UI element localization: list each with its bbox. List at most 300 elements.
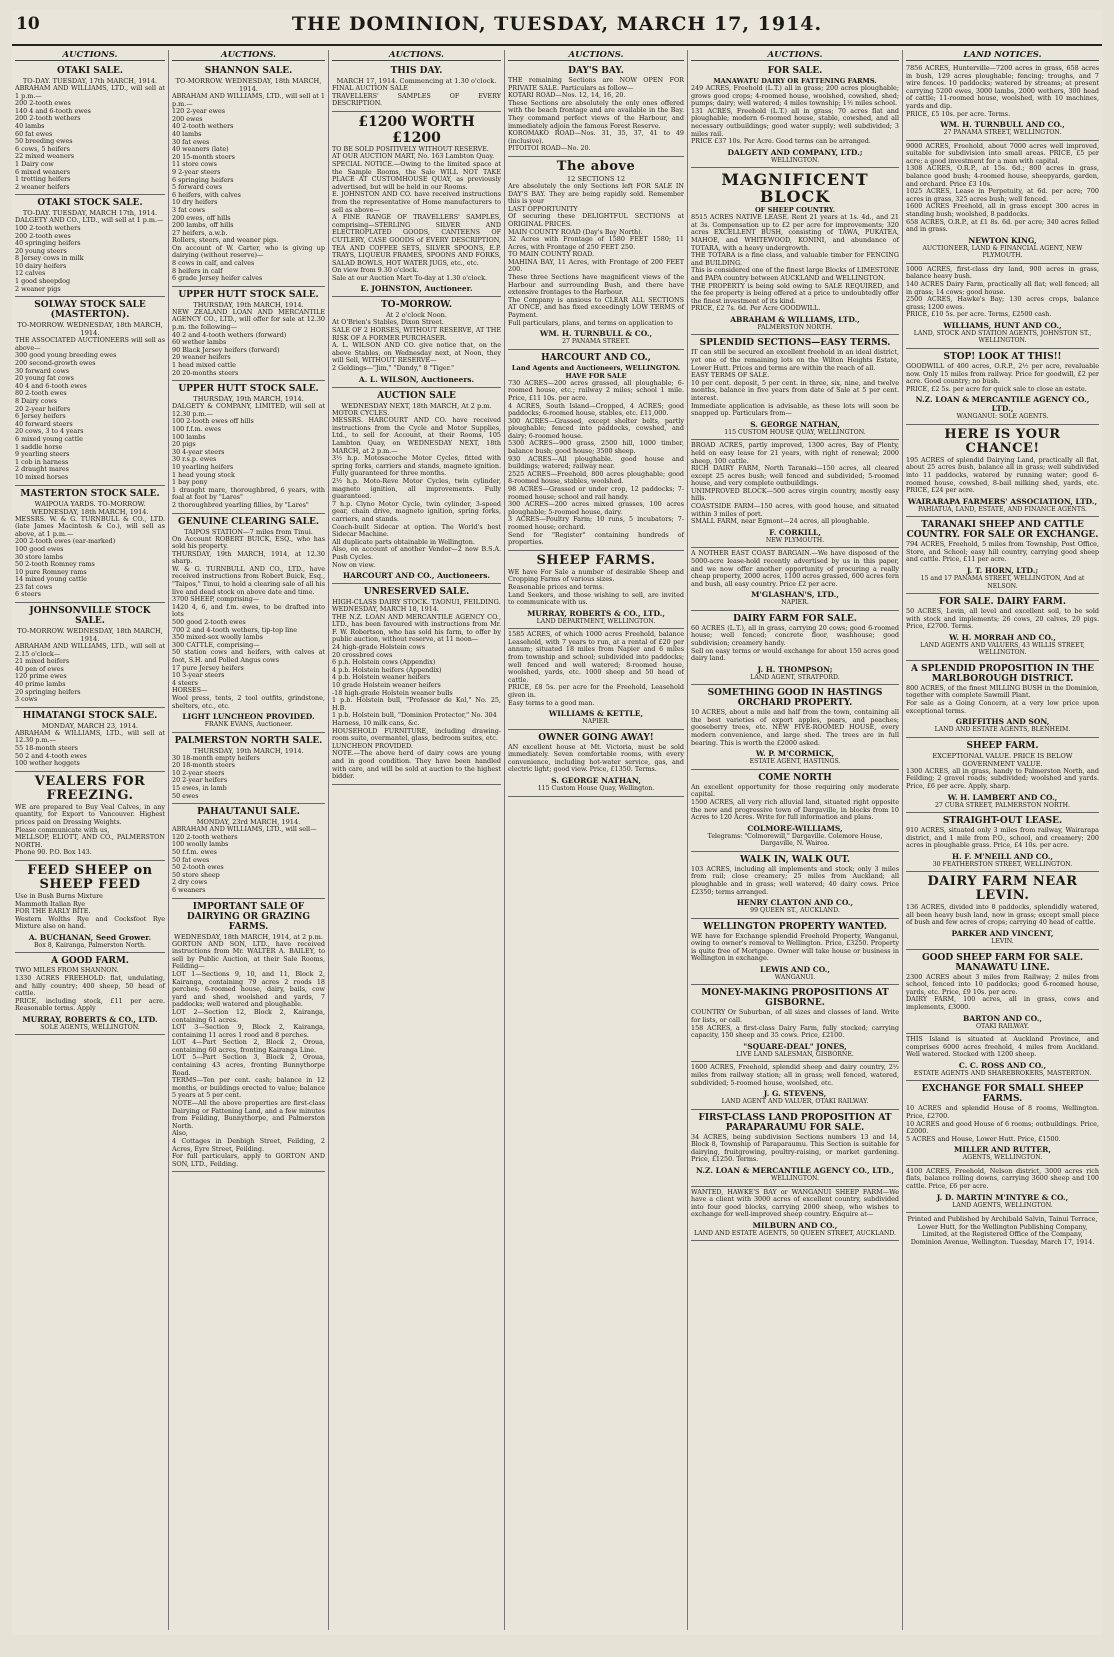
ad-line: 730 ACRES—200 acres grassed, all ploughable; 6-roomed house, etc.; railway 2 miles; school 1 mile. Price, £11 10s. per acre. xyxy=(508,378,684,402)
advertisement xyxy=(691,440,899,548)
ad-address: 27 PANAMA STREET. xyxy=(562,338,630,346)
ad-line: 20 18-month steers xyxy=(172,761,235,770)
ad-line: MESSRS. W. & G. TURNBULL & CO., LTD. (late James Macintosh & Co.), will sell as above, at 1 p.m.— xyxy=(15,514,165,538)
ad-line: 90 Black Jersey heifers (forward) xyxy=(172,345,280,354)
ad-signature: N.Z. LOAN & MERCANTILE AGENCY CO., LTD., xyxy=(915,395,1090,414)
ad-line: 1600 ACRES Freehold, all in grass except 300 acres in standing bush; woolshed, 8 paddocks. xyxy=(906,202,1099,218)
ad-line: DALGETY & COMPANY, LIMITED, will sell at 12.30 p.m.— xyxy=(172,402,325,418)
ad-line: 6 cows, 5 heifers xyxy=(15,144,70,153)
ad-line: W. & G. TURNBULL AND CO., LTD., have received instructions from Robert Buick, Esq., "Taipos," Tinui, to hold a clearing sale of all his live and dead stock on above date and time. xyxy=(172,564,325,596)
ad-heading: UPPER HUTT STOCK SALE. xyxy=(178,289,319,300)
ad-line: 23 fat cows xyxy=(15,582,53,591)
ad-line: 1300 ACRES, all in grass, handy to Palmerston North, and Feilding; 2 gravel roads; subdivided; woolshed and yards. Price, £6 per acre. Apply, sharp. xyxy=(906,766,1099,790)
ad-heading: GENUINE CLEARING SALE. xyxy=(178,516,319,527)
ad-date: EXCEPTIONAL VALUE. PRICE IS BELOW GOVERNMENT VALUE. xyxy=(932,751,1073,768)
ad-line: 10 3-year steers xyxy=(172,671,225,680)
ad-date: MONDAY, 23rd MARCH, 1914. xyxy=(196,818,301,827)
ad-line: 30 18-month empty heifers xyxy=(172,753,260,762)
ad-line: 140 ACRES Dairy Farm, practically all flat; well fenced; all in grass; 14 cows; good house. xyxy=(906,279,1099,296)
ad-line: Full particulars, plans, and terms on application to xyxy=(508,318,673,327)
ad-line: 30 r.s.p. ewes xyxy=(172,455,217,464)
column-heading: AUCTIONS. xyxy=(691,50,899,61)
ad-line: 50 fat ewes xyxy=(172,855,210,864)
ad-line: These Sections are absolutely the only ones offered with the beach frontage and are available in the Bay. They command perfect views of the Harbour, and immediately adjoin the famous Forest Reserve. xyxy=(508,98,684,130)
ad-signature: J. G. STEVENS, xyxy=(763,1089,827,1099)
ad-address: LEVIN. xyxy=(991,938,1014,946)
advertisement xyxy=(906,738,1099,813)
ad-line: All duplicate parts obtainable in Wellington. xyxy=(332,537,475,546)
ad-address: WANGANUI. xyxy=(774,973,816,981)
ad-heading: STOP! LOOK AT THIS!! xyxy=(943,351,1062,362)
ad-line: TERMS—Ten per cent. cash; balance in 12 months, or buildings erected to value; balance 5 years at 5 per cent. xyxy=(172,1076,325,1100)
ad-signature: S. GEORGE NATHAN, xyxy=(750,419,840,429)
ad-subheading: Land Agents and Auctioneers, WELLINGTON. HAVE FOR SALE xyxy=(511,363,681,380)
column-6 xyxy=(903,50,1102,1630)
ad-line: NOTE.—The above herd of dairy cows are young and in good condition. They have been handled with care, and will be sold at auction to the highest bidder. xyxy=(332,749,501,781)
ad-line: ABRAHAM AND WILLIAMS, LTD., will sell— xyxy=(172,825,317,834)
ad-line: 2½ h.p. Moto-Reve Motor Cycles, twin cylinder, magneto ignition, all improvements. Fully guaranteed. xyxy=(332,476,501,501)
ad-signature: LEWIS AND CO., xyxy=(759,964,831,974)
ad-line: 1025 ACRES, Lease in Perpetuity, at 6d. per acre; 700 acres in grass, 325 acres bush; well fenced. xyxy=(906,187,1099,203)
ad-subheading: OF SHEEP COUNTRY. xyxy=(754,206,836,215)
ad-line: Please communicate with us, xyxy=(15,825,110,834)
ad-line: KOROMAKO ROAD—Nos. 31, 35, 37, 41 to 49 (inclusive). xyxy=(508,129,684,145)
ad-signature: C. C. ROSS AND CO., xyxy=(958,1060,1047,1070)
ad-heading: GOOD SHEEP FARM FOR SALE. MANAWATU LINE. xyxy=(922,952,1083,973)
ad-signature: WAIRARAPA FARMERS' ASSOCIATION, LTD., xyxy=(907,496,1098,506)
ad-address: LAND, STOCK AND STATION AGENTS, JOHNSTON ST., WELLINGTON. xyxy=(913,329,1092,345)
ad-signature: S. GEORGE NATHAN, xyxy=(551,776,641,786)
ad-line: SMALL FARM, near Egmont—24 acres, all ploughable. xyxy=(691,517,870,526)
ad-heading: MAGNIFICENT BLOCK xyxy=(721,170,869,207)
ad-line: NOTE—All the above properties are first-class Dairying or Fattening Land, and a few minutes from Feilding, Bunnythorpe, and Palmerston North. xyxy=(172,1099,325,1130)
ad-line: 200 ewes, off hills xyxy=(172,213,231,222)
ad-heading: WELLINGTON PROPERTY WANTED. xyxy=(703,921,887,932)
ad-line: For sale as a Going Concern, at a very low price upon exceptional terms. xyxy=(906,699,1099,715)
ad-line: This is considered one of the finest large Blocks of LIMESTONE and PAPA country between AUCKLAND and WELLINGTON. xyxy=(691,266,899,282)
advertisement xyxy=(906,425,1099,517)
ad-signature: MILLER AND RUTTER, xyxy=(954,1145,1051,1155)
ad-address: 30 FEATHERSTON STREET, WELLINGTON. xyxy=(932,860,1073,868)
ad-signature: A. L. WILSON, Auctioneers. xyxy=(358,374,475,384)
ad-price-banner: £1200 WORTH £1200 xyxy=(358,113,475,146)
ad-line: 50 2-tooth Romney rams xyxy=(15,560,95,569)
ad-date: TO-MORROW. WEDNESDAY, 18th MARCH, 1914. xyxy=(175,77,322,93)
advertisement xyxy=(172,804,325,898)
ad-line: 50 f.f.m. ewes xyxy=(172,848,217,856)
ad-line: GORTON AND SON, LTD., have received instructions from Mr. WALTER A. BAILEY, to sell by Public Auction, at their Sale Rooms, Feilding— xyxy=(172,939,325,971)
ad-address: FRANK EVANS, Auctioneer. xyxy=(204,721,293,729)
ad-heading: THIS DAY. xyxy=(390,66,443,76)
ad-date: TO-DAY. TUESDAY, 17th MARCH, 1914. xyxy=(22,77,158,85)
ad-line: 8 cows in calf, and calves xyxy=(172,259,255,268)
ad-signature: WILLIAMS, HUNT AND CO., xyxy=(943,320,1062,330)
ad-heading: STRAIGHT-OUT LEASE. xyxy=(942,816,1063,826)
ad-line: 24 high-grade Holstein cows xyxy=(332,643,426,652)
ad-line: RICH DAIRY FARM, North Taranaki—150 acres, all cleared except 25 acres bush; well fenced and subdivided; 5-roomed house, and very complete outbuildings. xyxy=(691,464,899,488)
ad-line: On Account ROBERT BUICK, ESQ., who has sold his property. xyxy=(172,534,325,551)
ad-date: TO-DAY. TUESDAY, MARCH 17th, 1914. xyxy=(22,209,158,218)
ad-line: 8 Jersey cows in milk xyxy=(15,254,84,263)
ad-line: 120 2-tooth wethers xyxy=(172,832,238,841)
ad-signature: H. F. M'NEILL AND CO., xyxy=(951,851,1053,861)
ad-address: NAPIER. xyxy=(582,718,610,726)
ad-line: 10 yearling heifers xyxy=(172,462,234,471)
advertisement xyxy=(906,1166,1099,1213)
ad-line: Immediate application is advisable, as these lots will soon be snapped up. Particulars from— xyxy=(691,401,899,418)
ad-line: A. L. WILSON AND CO. give notice that, on the above Stables, on Wednesday next, at Noon, they will Sell, WITHOUT RESERVE— xyxy=(332,341,501,365)
ad-line: MAIN COUNTY ROAD (Day's Bay North). xyxy=(508,227,643,236)
ad-line: 4 ACRES, South Island—Cropped, 4 ACRES; good paddocks; 6-roomed house, stables, etc. £11,000. xyxy=(508,401,684,418)
ad-line: 2525 ACRES—Freehold, 800 acres ploughable; good 8-roomed house, stables, woolshed. xyxy=(508,469,684,486)
ad-line: 658 ACRES, O.R.P., at £1 8s. 6d. per acre; 340 acres felled and in grass. xyxy=(906,217,1099,234)
ad-line: 3 cows xyxy=(15,695,38,704)
ad-heading: MONEY-MAKING PROPOSITIONS AT GISBORNE. xyxy=(701,988,889,1009)
ad-line: 1 p.b. Holstein bull, "Dominion Protector," No. 304 xyxy=(332,711,497,720)
ad-address: Telegrams: "Colmorewill," Dargaville. Colemore House, Dargaville, N. Wairoa. xyxy=(707,832,883,848)
column-1 xyxy=(12,50,169,1630)
ad-line: 120 prime ewes xyxy=(15,672,67,681)
ad-line: 120 2-year ewes xyxy=(172,107,226,116)
ad-line: A NOTHER EAST COAST BARGAIN.—We have disposed of the 5000-acre lease-hold recently advertised by us in this paper, and we now offer another opportunity of procuring a really cheap property, 2000 acres, 1100 acres grassed, 600 acres fern and bush, all easy country. Price £2 per acre. xyxy=(691,549,899,588)
column-5 xyxy=(688,50,903,1630)
ad-line: 4 p.b. Holstein heifers (Appendix) xyxy=(332,665,442,674)
ad-signature: F. CORKILL, xyxy=(769,527,821,537)
ad-address: PALMERSTON NORTH. xyxy=(757,323,833,331)
ad-line: 40 pen of ewes xyxy=(15,664,64,673)
advertisement xyxy=(691,335,899,440)
ad-line: 1 Dairy cow xyxy=(15,159,54,168)
ad-line: 910 ACRES, situated only 3 miles from railway, Wairarapa district, and 1 mile from P.O., school, and creamery; 200 acres in ploughable grass. Price, £4 10s. per acre. xyxy=(906,826,1099,850)
ad-address: ESTATE AGENT, HASTINGS. xyxy=(749,758,841,766)
ad-line: 1 bay pony xyxy=(172,478,208,487)
ad-heading: OTAKI SALE. xyxy=(57,66,123,76)
ad-line: 100 f.f.m. ewes xyxy=(172,424,222,433)
ad-line: Easy terms to a good man. xyxy=(508,698,595,707)
ad-line: 98 ACRES—Grassed or under crop, 12 paddocks; 7-roomed house; school and rail handy. xyxy=(508,485,684,501)
ad-line: WE have for Exchange splendid Freehold Property, Wanganui, owing to owner's removal to Wellington. Price, £3250. Property is quite free of Mortgage. Owner will take house or business in Wellington in exchange. xyxy=(691,931,899,963)
ad-line: Also, xyxy=(172,1129,188,1138)
ad-date: TAIPOS STATION—7 miles from Tinui. xyxy=(184,527,313,536)
ad-address: LAND AND ESTATE AGENTS, 50 QUEEN STREET, AUCKLAND. xyxy=(694,1229,896,1237)
advertisement xyxy=(508,551,684,629)
ad-line: 794 ACRES, Freehold, 5 miles from Township, Post Office, Store, and School; easy hill country, carrying good sheep and cattle. Price, £11 per acre. xyxy=(906,540,1099,564)
ad-line: AN excellent house at Mt. Victoria, must be sold immediately. Seven comfortable rooms, with every convenience, including hot-water service, gas, and electric light; good view. Price, £1350. Terms. xyxy=(508,742,684,774)
ad-date: HIGH-CLASS DAIRY STOCK. TAONUI, FEILDING. xyxy=(332,598,501,607)
ad-heading: WALK IN, WALK OUT. xyxy=(739,854,851,865)
ad-date: 12 SECTIONS 12 xyxy=(566,174,626,183)
advertisement xyxy=(508,730,684,797)
ad-line: LOT 1—Sections 9, 10, and 11, Block 2, Kairanga, containing 79 acres 2 roods 18 perches; 6-roomed house, dairy, bails, cow yard and shed, woolshed and yards, 7 paddocks; well watered and ploughable. xyxy=(172,969,325,1009)
ad-line: PRICE, £8 5s. per acre for the Freehold, Leasehold given in. xyxy=(508,683,684,699)
ad-line: 2 draught mares xyxy=(15,465,69,474)
ad-line: 32 Acres with Frontage of 1580 FEET 1580; 11 Acres, with Frontage of 250 FEET 250. xyxy=(508,235,684,251)
column-heading: AUCTIONS. xyxy=(15,50,165,61)
ad-line: 3700 SHEEP, comprising— xyxy=(172,595,260,604)
ad-line: 7 h.p. Clyno Motor Cycle, twin cylinder, 3-speed gear, chain drive, magneto ignition, spring forks, carriers, and stands. xyxy=(332,499,501,523)
column-2 xyxy=(169,50,329,1630)
ad-address: OTAKI RAILWAY. xyxy=(975,1022,1030,1030)
ad-line: Use in Bush Burns Mixture xyxy=(15,891,103,900)
ad-address: ESTATE AGENTS AND SHAREBROKERS, MASTERTON. xyxy=(913,1069,1092,1077)
ad-line: On account of W. Carter, who is giving up dairying (without reserve)— xyxy=(172,243,325,260)
ad-line: 6 heifers, with calves xyxy=(172,190,241,199)
ad-line: LUNCHEON PROVIDED. xyxy=(332,741,413,750)
ad-line: 1 p.b. Holstein bull, "Professor de Kol," No. 25, H.B. xyxy=(332,696,501,712)
ad-line: 300 CATTLE, comprising— xyxy=(172,640,260,649)
ad-line: At O'Brien's Stables, Dixon Street. xyxy=(332,318,444,327)
ad-line: NEW ZEALAND LOAN AND MERCANTILE AGENCY CO., LTD., will offer for sale at 12.30 p.m. the following— xyxy=(172,307,325,332)
ad-line: 2 weaner heifers xyxy=(15,182,70,191)
ad-line: MELLSOP, ELIOTT, AND CO., PALMERSTON NORTH. xyxy=(15,833,165,849)
ad-heading: SPLENDID SECTIONS—EASY TERMS. xyxy=(699,338,891,349)
ad-line: 10 ACRES, about a mile and half from the town, containing all the best varieties of export apples, pears, and peaches; gooseberry trees, etc. NEW FIVE-ROOMED HOUSE, every modern convenience, and large shed. The trees are in full bearing. This is worth the £2000 asked. xyxy=(691,708,899,747)
ad-heading: HARCOURT AND CO., xyxy=(541,352,651,363)
ad-line: 4100 ACRES, Freehold, Nelson district, 3000 acres rich flats, balance rolling downs, carrying 3600 sheep and 100 cattle. Price, £6 per acre. xyxy=(906,1166,1099,1190)
ad-line: 20 young steers xyxy=(15,246,67,255)
ad-line: Send for "Register" containing hundreds of properties. xyxy=(508,530,684,547)
ad-line: Coach-built Sidecar at option. The World's best Sidecar Machine. xyxy=(332,522,501,539)
ad-line: THE TOTARA is a fine class, and valuable timber for FENCING and BUILDING. xyxy=(691,251,899,267)
ad-heading: HERE IS YOUR CHANCE! xyxy=(944,426,1061,456)
ad-heading: OTAKI STOCK SALE. xyxy=(37,198,143,209)
ad-heading: FIRST-CLASS LAND PROPOSITION AT PARAPARAUMU FOR SALE. xyxy=(698,1112,892,1133)
ad-line: 30 fat ewes xyxy=(172,137,210,146)
ad-line: PRICE, £10 5s. per acre. Terms, £2500 cash. xyxy=(906,310,1052,319)
advertisement xyxy=(906,1034,1099,1081)
ad-line: 1 head young stock xyxy=(172,470,235,479)
advertisement xyxy=(172,899,325,1173)
ad-signature: MURRAY, ROBERTS & CO., LTD. xyxy=(22,1014,158,1024)
ad-line: 20 springing heifers xyxy=(15,687,81,696)
ad-line: 1 trotting heifers xyxy=(15,175,71,184)
ad-line: SPECIAL NOTICE.—Owing to the limited space at the Sample Rooms, the Sale WILL NOT TAKE PLACE AT CUSTOMHOUSE QUAY, as previously advertised, but will be held in our Rooms. xyxy=(332,159,501,191)
ad-line: WEDNESDAY, MARCH 18, 1914. xyxy=(332,605,439,614)
ad-signature: W. H. MORRAH AND CO., xyxy=(949,632,1056,642)
ad-signature: DALGETY AND COMPANY, LTD.; xyxy=(727,147,863,157)
ad-line: THE N.Z. LOAN AND MERCANTILE AGENCY CO., LTD., has been favoured with instructions from Mr. F. W. Robertson, who has sold his farm, to offer by public auction, without reserve, at 11 noon— xyxy=(332,612,501,644)
ad-line: THE remaining Sections are NOW OPEN FOR PRIVATE SALE. Particulars as follow— xyxy=(508,76,684,92)
ad-heading: MASTERTON STOCK SALE. xyxy=(20,488,160,499)
column-heading: AUCTIONS. xyxy=(172,50,325,61)
ad-line: 131 ACRES, Freehold (L.T.) all in grass; 70 acres flat and ploughable; modern 6-roomed house, stable, cowshed, and all necessary outbuildings; good water supply; well subdivided; 3 miles rail. xyxy=(691,106,899,138)
ad-line: 4 steers xyxy=(172,678,198,687)
ad-line: 10 2-year steers xyxy=(172,768,225,777)
ad-signature: MURRAY, ROBERTS & CO., LTD., xyxy=(527,608,665,618)
ad-line: 22 mixed weaners xyxy=(15,152,75,161)
ad-line: Reasonable prices and terms. xyxy=(508,582,605,591)
advertisement xyxy=(15,861,165,953)
ad-line: ABRAHAM AND WILLIAMS, LTD., will sell at 2.15 o'clock— xyxy=(15,642,165,658)
ad-line: 7856 ACRES, Hunterville—7200 acres in grass, 658 acres in bush, 129 acres ploughable; fencing; troughs, and 7 wire fences. 10 paddocks; watered by streams; at present carrying 5200 ewes, 3000 lambs, 2000 wethers, 300 head of cattle; 11-roomed house, woolshed, with 10 machines, yards and dip. xyxy=(906,64,1099,110)
ad-line: 6 steers xyxy=(15,590,41,599)
ad-line: 55 18-month steers xyxy=(15,744,78,752)
advertisement xyxy=(906,813,1099,872)
advertisement xyxy=(691,852,899,919)
ad-line: 50 2-tooth ewes xyxy=(172,863,224,872)
advertisement xyxy=(691,985,899,1062)
ad-line: 200 lambs, off hills xyxy=(172,221,234,230)
ad-line: 40 lambs xyxy=(172,129,202,138)
ad-line: 20 20-months steers xyxy=(172,368,239,377)
ad-line: 20 pigs xyxy=(172,440,196,449)
ad-line: THURSDAY, 19th MARCH, 1914, at 12.30 sharp. xyxy=(172,549,325,566)
ad-line: THE PROPERTY is being sold owing to SALE REQUIRED, and the fee property is being offered at a price to undoubtedly offer the finest investment of its kind. xyxy=(691,281,899,305)
imprint-footer: Printed and Published by Archibald Salvin, Tainui Terrace, Lower Hutt, for the Wellington Publishing Company, Limited, at the Registered Office of the Company, Dominion Avenue, Wellington. Tuesday, March 17, 1914. xyxy=(907,1215,1098,1246)
ad-line: HORSES— xyxy=(172,686,208,695)
ad-heading: DAY'S BAY. xyxy=(568,66,624,76)
advertisement xyxy=(906,594,1099,661)
ad-heading: DAIRY FARM NEAR LEVIN. xyxy=(927,874,1078,904)
ad-signature: WILLIAMS & KETTLE, xyxy=(548,709,644,719)
ad-signature: COLMORE-WILLIAMS, xyxy=(747,823,843,833)
advertisement xyxy=(906,1081,1099,1165)
ad-address: WANGANUI: SOLE AGENTS. xyxy=(956,413,1049,421)
ad-line: For full particulars, apply to GORTON AND SON, LTD., Feilding. xyxy=(172,1152,325,1168)
column-4 xyxy=(505,50,688,1630)
ad-address: 115 Custom House Quay, Wellington. xyxy=(537,785,655,793)
ad-line: LOT 5—Part Section 3, Block 2, Oroua, containing 43 acres, fronting Bunnythorpe Road. xyxy=(172,1053,325,1077)
advertisement xyxy=(15,953,165,1035)
masthead xyxy=(12,10,1102,46)
ad-line: 3 ACRES—Poultry Farm; 10 runs, 5 incubators; 7-roomed house; orchard. xyxy=(508,515,684,531)
ad-date: At 2 o'clock Noon. xyxy=(385,311,448,320)
ad-line: DAIRY FARM, 100 acres, all in grass, cows and implements, £3000. xyxy=(906,995,1099,1011)
ad-signature: M'GLASHAN'S, LTD., xyxy=(751,590,839,600)
ad-line: UNIMPROVED BLOCK—500 acres virgin country, mostly easy hills. xyxy=(691,486,899,503)
advertisement xyxy=(15,772,165,861)
ad-line: LOT 4—Part Section 2, Block 2, Oroua, containing 60 acres, fronting Kairanga Line. xyxy=(172,1038,325,1054)
ad-line: 2 weaner pigs xyxy=(15,284,61,293)
ad-line: 195 ACRES of splendid Dairying Land, practically all flat, about 25 acres bush, balance all in grass; well subdivided into 11 paddocks, watered by running water; good 6-roomed house, cowshed, 8-bail milking shed, yards, etc. PRICE, £24 per acre. xyxy=(906,455,1099,495)
ad-line: The Company is anxious to CLEAR ALL SECTIONS AT ONCE, and has fixed exceedingly LOW TERMS of Payment. xyxy=(508,295,684,320)
advertisement xyxy=(906,950,1099,1034)
ad-line: 10 mixed horses xyxy=(15,472,69,481)
ad-line: 10 dry heifers xyxy=(172,198,218,207)
ad-line: 2 Geldings—"Jim," "Dandy," 8 "Tiger." xyxy=(332,364,455,373)
ad-signature: PARKER AND VINCENT, xyxy=(951,929,1054,939)
ad-line: MAHINA BAY, 11 Acres, with Frontage of 200 FEET 200. xyxy=(508,257,684,274)
ad-heading: OWNER GOING AWAY! xyxy=(538,732,654,743)
ad-line: 40 2 and 4-tooth wethers (forward) xyxy=(172,330,287,339)
ad-heading: UNRESERVED SALE. xyxy=(363,587,470,598)
ad-signature: WM. H. TURNBULL AND CO., xyxy=(940,120,1065,130)
ad-line: WANTED, HAWKE'S BAY or WANGANUI SHEEP FARM—We have a client with 3000 acres of excellent country, subdivided into four good blocks, carrying 2000 sheep, who wishes to exchange for well-improved sheep country. Enquire at— xyxy=(691,1187,899,1219)
ad-signature: W. H. LAMBERT AND CO., xyxy=(947,792,1058,802)
ad-line: 200 2-tooth wethers xyxy=(15,114,81,123)
ad-line: PRICE, £5 10s. per acre. Terms. xyxy=(906,109,1011,118)
advertisement xyxy=(906,661,1099,738)
ad-address: AUCTIONEER, LAND & FINANCIAL AGENT, NEW PLYMOUTH. xyxy=(922,244,1083,260)
ad-line: Are absolutely the only Sections left FOR SALE IN DAY'S BAY. They are being rapidly sold. Remember this is your xyxy=(508,181,684,206)
ad-heading: DAIRY FARM FOR SALE. xyxy=(733,613,857,624)
ad-line: 2500 ACRES, Hawke's Bay; 130 acres crops, balance grass; 1200 ewes. xyxy=(906,295,1099,311)
ad-line: THE ASSOCIATED AUCTIONEERS will sell as above— xyxy=(15,336,165,352)
ad-line: 27 heifers, a.w.b. xyxy=(172,228,228,237)
ad-line: 10 pure Romney rams xyxy=(15,567,87,576)
ad-signature: "SQUARE-DEAL" JONES, xyxy=(743,1041,847,1051)
ad-line: MESSRS. HARCOURT AND CO. have received instructions from the Cycle and Motor Supplies, Ltd., to sell for Account, at their Rooms, 105 Lambton Quay, on WEDNESDAY NEXT, 18th MARCH, at 2 p.m.— xyxy=(332,416,501,455)
ad-line: 1 cob in harness xyxy=(15,457,69,466)
ad-line: 2300 ACRES about 3 miles from Railway; 2 miles from school, fenced into 10 paddocks; good 6-roomed house, yards, etc. Price, £9 10s. per acre. xyxy=(906,972,1099,996)
ad-address: PAHIATUA, LAND, ESTATE, AND FINANCE AGENTS. xyxy=(917,505,1088,513)
ad-line: MOTOR CYCLES. xyxy=(332,408,390,417)
ad-line: 300 ACRES—Grassed, except shelter belts, partly ploughable; fenced into paddocks, cowshed, and dairy; 6-roomed house. xyxy=(508,416,684,440)
ad-date: TO-MORROW. WEDNESDAY, 18th MARCH, 1914. xyxy=(17,627,163,644)
ad-heading: AUCTION SALE xyxy=(377,390,456,401)
ad-line: FINAL AUCTION SALE xyxy=(332,84,408,92)
ad-line: 200 2-tooth ewes xyxy=(15,99,71,108)
ad-heading: COME NORTH xyxy=(758,772,832,783)
ad-line: 8 Dairy cows xyxy=(15,397,57,405)
ad-address: AGENTS, WELLINGTON. xyxy=(962,1154,1043,1162)
ad-address: LAND DEPARTMENT, WELLINGTON. xyxy=(536,617,656,625)
ad-line: 50 store sheep xyxy=(172,870,220,879)
advertisement xyxy=(508,157,684,350)
ad-line: DALGETY AND CO., LTD., will sell at 1 p.m.— xyxy=(15,216,164,225)
advertisement xyxy=(332,388,501,584)
ad-signature: W. P. M'CORMICK, xyxy=(755,749,835,759)
ad-line: 1308 ACRES, O.R.P., at 15s. 6d.; 800 acres in grass, balance good bush; 4-roomed house, sheepyards, garden, and orchard. Price £3 10s. xyxy=(906,164,1099,188)
ad-line: 20 cows, 3 to 4 years xyxy=(15,427,84,436)
ad-address: 115 CUSTOM HOUSE QUAY, WELLINGTON. xyxy=(724,428,866,436)
advertisement xyxy=(172,514,325,733)
ad-line: 50 station cows and heifers, with calves at foot, S.H. and Polled Angus cows xyxy=(172,648,325,664)
ad-line: 1600 ACRES, Freehold, splendid sheep and dairy country, 2½ miles from railway station; all in grass; well fenced, watered, subdivided; 5-roomed house, woolshed, etc. xyxy=(691,1063,899,1087)
ad-line: WE have For Sale a number of desirable Sheep and Cropping Farms of various sizes. xyxy=(508,567,684,584)
ad-line: 10 ACRES and splendid House of 8 rooms, Wellington. Price, £2700. xyxy=(906,1104,1099,1120)
ad-line: PRICE £37 10s. Per Acre. Good terms can be arranged. xyxy=(691,137,871,146)
ad-heading: SHANNON SALE. xyxy=(204,66,293,76)
ad-line: These three Sections have magnificent views of the Harbour and surrounding Bush, and there have extensive frontages to the Harbour. xyxy=(508,273,684,297)
ad-line: 300 good young breeding ewes xyxy=(15,351,117,360)
ad-line: TRAVELLERS' SAMPLES OF EVERY DESCRIPTION. xyxy=(332,91,501,108)
ad-line: 20 15-month steers xyxy=(172,152,235,161)
ad-line: 60 wether lambs xyxy=(172,338,227,347)
ad-line: TO BE SOLD POSITIVELY WITHOUT RESERVE. xyxy=(332,144,489,153)
newspaper-page xyxy=(12,10,1102,1635)
ad-line: 6 mixed young cattle xyxy=(15,434,83,443)
ad-line: IT can still be secured an excellent freehold in an ideal district, yet one of the remaining lots on the Wilton Heights Estate, Lower Hutt. Prices and terms are within the reach of all. xyxy=(691,348,899,372)
ad-line: 200 2-tooth ewes xyxy=(15,231,71,240)
ad-line: ABRAHAM AND WILLIAMS, LTD., will sell at 1 p.m.— xyxy=(15,84,165,100)
ad-line: PRICE, including stock, £11 per acre. Reasonable terms. Apply xyxy=(15,996,165,1013)
ad-date: MARCH 17, 1914. Commencing at 1.30 o'clock. xyxy=(336,77,497,85)
ad-heading: VEALERS FOR FREEZING. xyxy=(34,773,146,803)
ad-line: An excellent opportunity for those requiring only moderate capital. xyxy=(691,782,899,799)
ad-signature: WM. H. TURNBULL & CO., xyxy=(539,329,653,339)
ad-line: BROAD ACRES, partly improved, 1300 acres, Bay of Plenty, held on easy lease for 21 years, with right of renewal; 2000 sheep, 100 cattle. xyxy=(691,441,899,465)
ad-line: Wool press, tents, 2 tool outfits, grindstone, shelters, etc., etc. xyxy=(172,693,325,710)
ad-date: WEDNESDAY, 18th MARCH, 1914, at 2 p.m. xyxy=(174,932,323,941)
advertisement xyxy=(906,349,1099,425)
ad-address: 27 PANAMA STREET, WELLINGTON. xyxy=(943,129,1062,137)
ad-line: 5300 ACRES—900 grass, 2500 hill, 1000 timber, balance bush; good house; 3500 sheep. xyxy=(508,439,684,456)
ad-line: 930 ACRES—All ploughable. good house and buildings; watered; railway near. xyxy=(508,454,684,471)
ad-line: 100 woolly lambs xyxy=(172,840,229,849)
ad-signature: MILBURN AND CO., xyxy=(752,1220,838,1230)
advertisement xyxy=(332,112,501,298)
ad-heading: PALMERSTON NORTH SALE. xyxy=(174,735,323,746)
advertisement xyxy=(691,548,899,610)
ad-address: LAND AND ESTATE AGENTS, BLENHEIM. xyxy=(934,726,1071,734)
ad-heading: PAHAUTANUI SALE. xyxy=(197,807,300,818)
ad-line: EASY TERMS OF SALE. xyxy=(691,371,770,380)
advertisement xyxy=(691,1110,899,1187)
ad-line: SALE OF 2 HORSES, WITHOUT RESERVE, AT THE RISK OF A FORMER PURCHASER. xyxy=(332,326,501,342)
ad-line: 6 weaners xyxy=(172,885,206,894)
ad-date: TO-MORROW. WEDNESDAY, 18th MARCH, 1914. xyxy=(17,321,163,338)
